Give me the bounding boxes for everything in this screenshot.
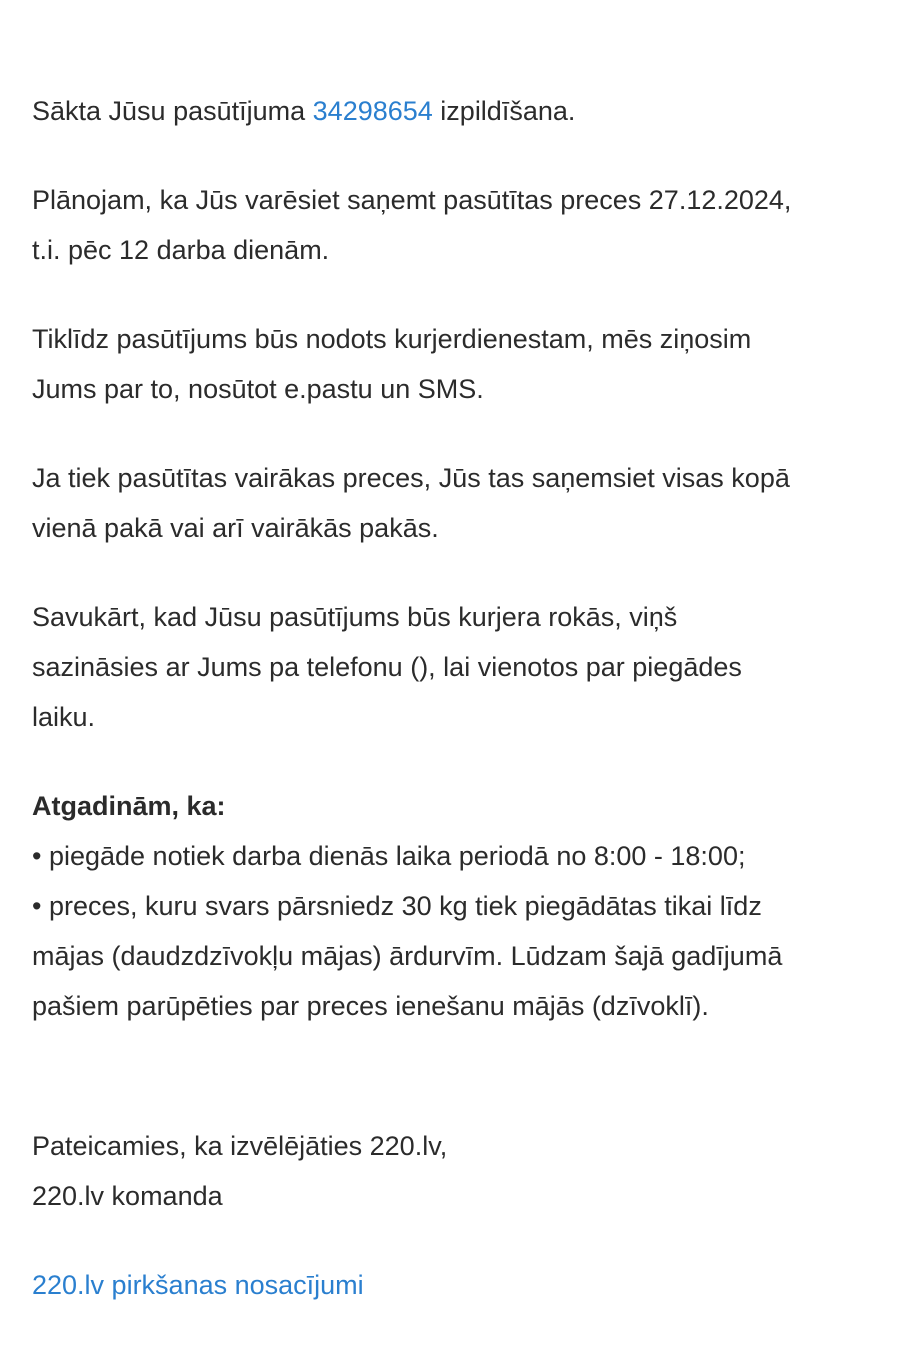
courier-notice-line-2: Jums par to, nosūtot e.pastu un SMS. [32, 374, 484, 404]
heavy-goods-line-1: • preces, kuru svars pārsniedz 30 kg tiek piegādātas tikai līdz [32, 891, 762, 921]
reminder-bullet-working-hours: • piegāde notiek darba dienās laika periodā no 8:00 - 18:00; [32, 841, 746, 871]
courier-contact-paragraph [32, 592, 868, 742]
courier-notice-paragraph [32, 314, 868, 414]
courier-contact-line-1: Savukārt, kad Jūsu pasūtījums būs kurjera rokās, viņš [32, 602, 678, 632]
reminder-heading: Atgadinām, ka: [32, 791, 226, 821]
terms-paragraph [32, 1260, 868, 1310]
delivery-estimate-line-2: t.i. pēc 12 darba dienām. [32, 235, 330, 265]
heavy-goods-line-3: pašiem parūpēties par preces ienešanu mājās (dzīvoklī). [32, 991, 709, 1021]
multiple-packages-line-2: vienā pakā vai arī vairākās pakās. [32, 513, 439, 543]
order-started-paragraph [32, 86, 868, 136]
heavy-goods-line-2: mājas (daudzdzīvokļu mājas) ārdurvīm. Lūdzam šajā gadījumā [32, 941, 783, 971]
purchase-terms-link[interactable]: 220.lv pirkšanas nosacījumi [32, 1270, 364, 1300]
order-number-link[interactable]: 34298654 [312, 96, 433, 126]
reminder-section [32, 781, 868, 1031]
courier-contact-line-3: laiku. [32, 702, 96, 732]
multiple-packages-paragraph [32, 453, 868, 553]
order-started-suffix: izpildīšana. [432, 96, 576, 126]
multiple-packages-line-1: Ja tiek pasūtītas vairākas preces, Jūs tas saņemsiet visas kopā [32, 463, 790, 493]
courier-contact-line-2: sazināsies ar Jums pa telefonu (), lai vienotos par piegādes [32, 652, 742, 682]
signature [32, 1121, 868, 1221]
delivery-estimate-paragraph [32, 175, 868, 275]
reminder-bullet-heavy-goods [32, 881, 868, 1031]
courier-notice-line-1: Tiklīdz pasūtījums būs nodots kurjerdienestam, mēs ziņosim [32, 324, 752, 354]
order-started-prefix: Sākta Jūsu pasūtījuma [32, 96, 313, 126]
signature-team: 220.lv komanda [32, 1181, 223, 1211]
signature-thanks: Pateicamies, ka izvēlējāties 220.lv, [32, 1131, 448, 1161]
delivery-estimate-line-1: Plānojam, ka Jūs varēsiet saņemt pasūtītas preces 27.12.2024, [32, 185, 792, 215]
